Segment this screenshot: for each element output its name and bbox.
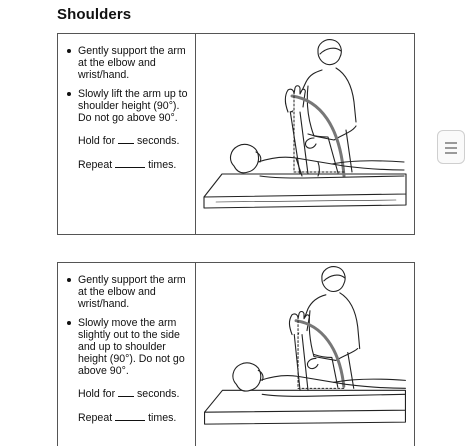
instruction-bullet: Gently support the arm at the elbow and wrist/hand. [63,274,195,310]
instructions-column [58,34,196,234]
instructions-column [58,263,196,446]
exercise-panel-2 [57,262,415,446]
repeat-blank [115,411,145,421]
repeat-line: Repeat times. [78,159,177,171]
hold-blank [118,387,134,397]
hold-line: Hold for seconds. [78,388,180,400]
page-title: Shoulders [57,6,132,23]
hold-blank [118,134,134,144]
instruction-bullet: Slowly move the arm slightly out to the side and up to shoulder height (90°). Do not go above 90°. [63,317,195,377]
illustration-arm-forward [196,34,414,234]
exercise-panel-1 [57,33,415,235]
hold-line: Hold for seconds. [78,135,180,147]
hamburger-menu-icon[interactable] [437,130,465,164]
instruction-bullet: Slowly lift the arm up to shoulder height (90°). Do not go above 90°. [63,88,195,124]
illustration-arm-sideways [196,263,414,446]
instruction-bullet: Gently support the arm at the elbow and wrist/hand. [63,45,195,81]
repeat-blank [115,158,145,168]
repeat-line: Repeat times. [78,412,177,424]
